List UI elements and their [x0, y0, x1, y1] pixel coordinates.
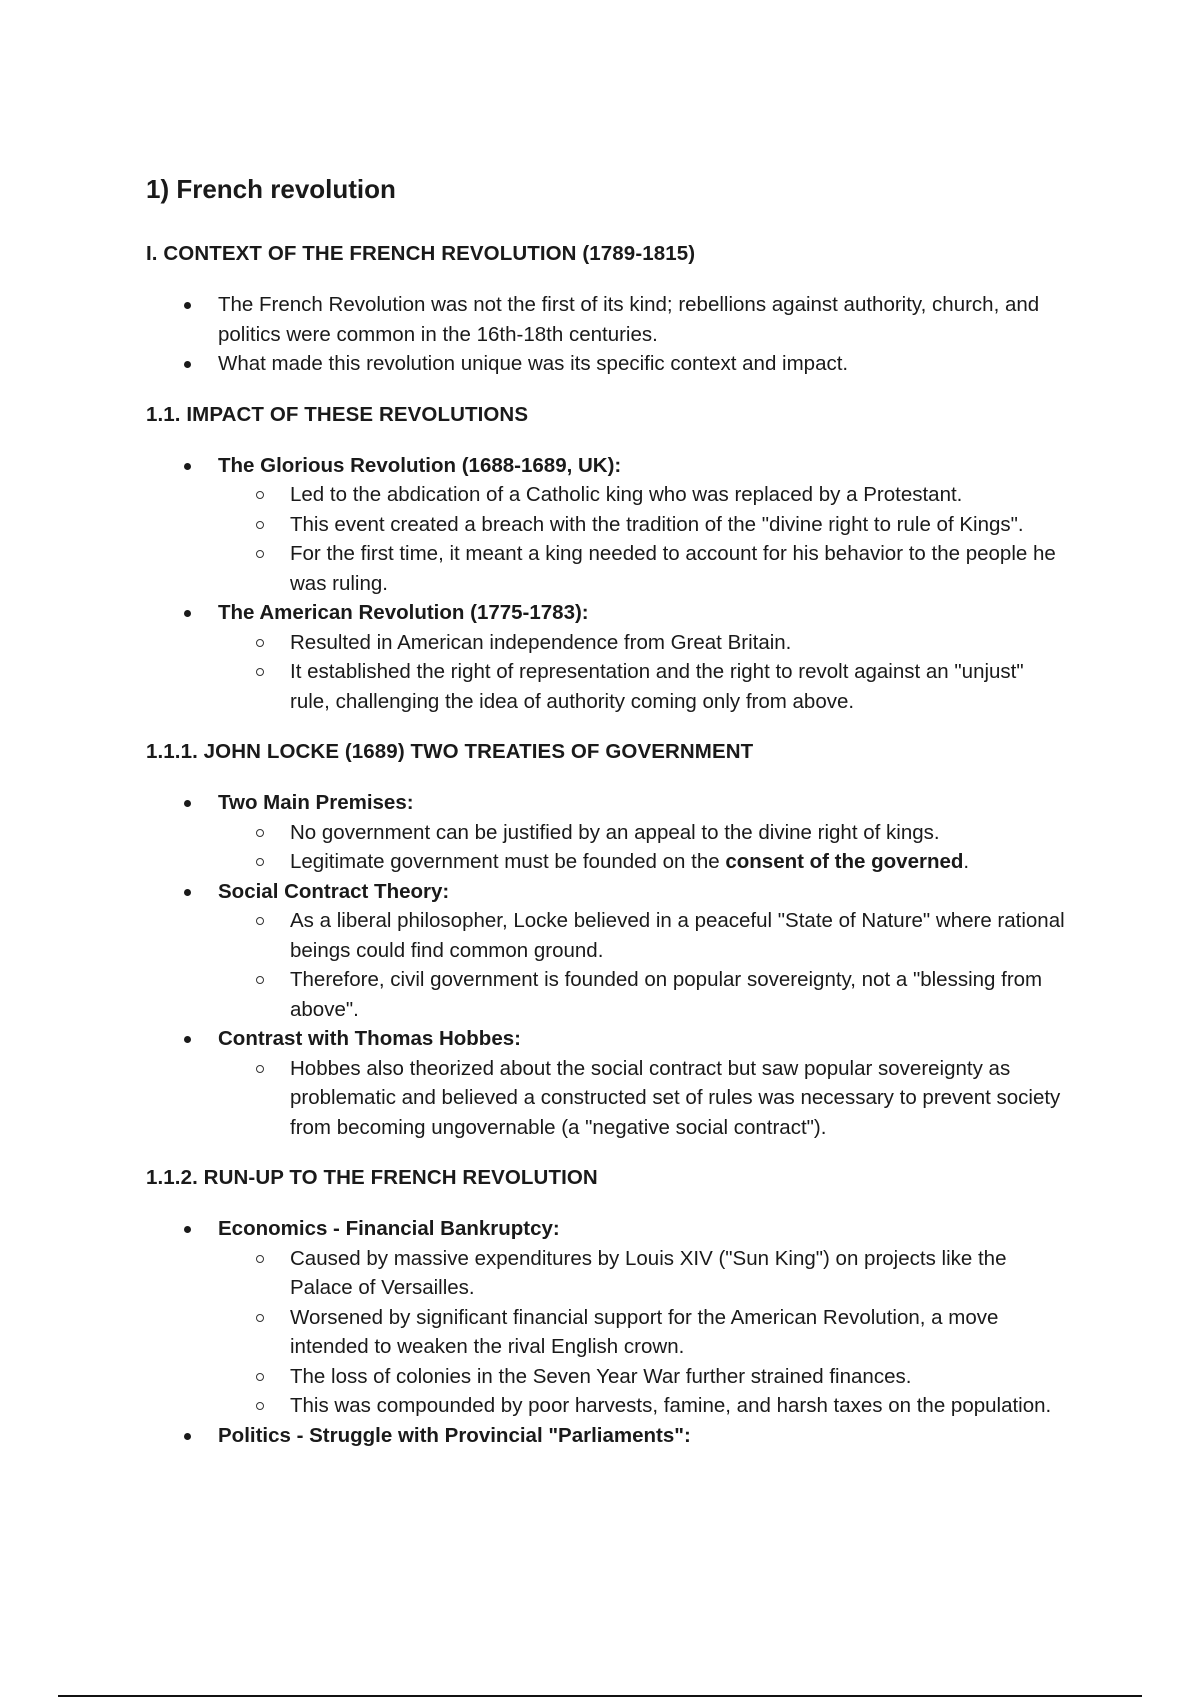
section-heading-context: I. CONTEXT OF THE FRENCH REVOLUTION (1789-1815) [146, 242, 696, 265]
sub-list-item: Resulted in American independence from Great Britain. [218, 628, 1066, 658]
sub-list-item: It established the right of representation and the right to revolt against an "unjust" rule, challenging the idea of authority coming only from above. [218, 657, 1066, 716]
impact-bullet-list [146, 451, 1066, 717]
sub-list-item: Led to the abdication of a Catholic king who was replaced by a Protestant. [218, 480, 1066, 510]
document-body [146, 172, 1066, 1472]
page-bottom-rule [58, 1695, 1142, 1697]
emphasis-text: consent of the governed [725, 850, 964, 873]
list-item-hobbes-contrast [146, 1024, 1066, 1142]
bullet-label: Two Main Premises: [218, 791, 414, 814]
bullet-label: Social Contract Theory: [218, 879, 450, 903]
sub-list-item: Therefore, civil government is founded on popular sovereignty, not a "blessing from above". [218, 965, 1066, 1024]
bullet-label: Economics - Financial Bankruptcy: [218, 1217, 560, 1240]
sub-list [218, 628, 1066, 717]
section-heading-impact: 1.1. IMPACT OF THESE REVOLUTIONS [146, 402, 529, 426]
page-title: 1) French revolution [146, 174, 396, 204]
context-bullet-list [146, 290, 1066, 379]
list-item-glorious-revolution [146, 451, 1066, 599]
bullet-label: Contrast with Thomas Hobbes: [218, 1027, 521, 1050]
sub-list-item: This event created a breach with the tradition of the "divine right to rule of Kings". [218, 510, 1066, 540]
run-up-bullet-list [146, 1214, 1066, 1450]
sub-list-item: This was compounded by poor harvests, famine, and harsh taxes on the population. [218, 1391, 1066, 1421]
sub-list [218, 1244, 1066, 1421]
sub-list-item: Worsened by significant financial support for the American Revolution, a move intended to weaken the rival English crown. [218, 1303, 1066, 1362]
sub-list-item: For the first time, it meant a king needed to account for his behavior to the people he was ruling. [218, 539, 1066, 598]
sub-item-text: . [963, 850, 970, 873]
list-item-american-revolution [146, 598, 1066, 716]
bullet-label: The American Revolution (1775-1783): [218, 601, 589, 624]
list-item-politics [146, 1421, 1066, 1451]
list-item: What made this revolution unique was its specific context and impact. [146, 349, 1066, 379]
locke-bullet-list [146, 788, 1066, 1142]
sub-list-item: Caused by massive expenditures by Louis XIV ("Sun King") on projects like the Palace of Versailles. [218, 1244, 1066, 1303]
list-item-social-contract [146, 877, 1066, 1025]
sub-list [218, 818, 1066, 877]
list-item: The French Revolution was not the first of its kind; rebellions against authority, church, and politics were common in the 16th-18th centuries. [146, 290, 1066, 349]
sub-list-item: As a liberal philosopher, Locke believed in a peaceful "State of Nature" where rational beings could find common ground. [218, 906, 1066, 965]
sub-list [218, 906, 1066, 1024]
sub-list-item: No government can be justified by an appeal to the divine right of kings. [218, 818, 1066, 848]
sub-list-item [218, 847, 1066, 877]
bullet-label: Politics - Struggle with Provincial "Parliaments": [218, 1423, 691, 1447]
sub-list [218, 480, 1066, 598]
list-item-economics [146, 1214, 1066, 1421]
section-heading-john-locke: 1.1.1. JOHN LOCKE (1689) TWO TREATIES OF GOVERNMENT [146, 740, 754, 763]
sub-list-item: Hobbes also theorized about the social contract but saw popular sovereignty as problematic and believed a constructed set of rules was necessary to prevent society from becoming ungovernable (a "negative social contract"). [218, 1054, 1066, 1143]
bullet-label: The Glorious Revolution (1688-1689, UK): [218, 453, 622, 477]
sub-list-item: The loss of colonies in the Seven Year War further strained finances. [218, 1362, 1066, 1392]
section-heading-run-up: 1.1.2. RUN-UP TO THE FRENCH REVOLUTION [146, 1166, 598, 1189]
sub-list [218, 1054, 1066, 1143]
list-item-two-main-premises [146, 788, 1066, 877]
sub-item-text: Legitimate government must be founded on the [290, 850, 726, 873]
